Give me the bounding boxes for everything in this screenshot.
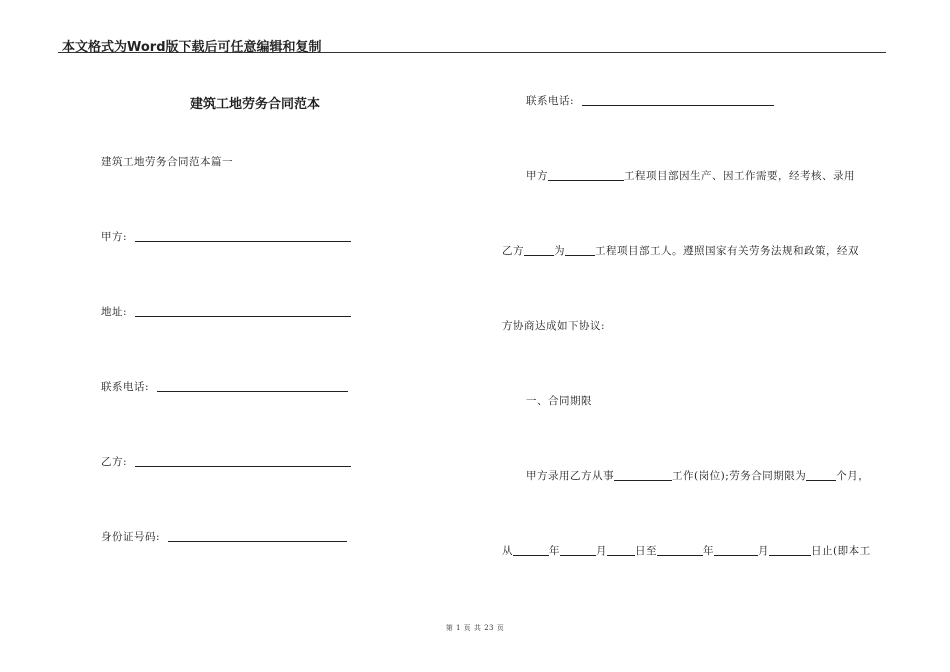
p4-text-b: 工作(岗位);劳务合同期限为 <box>672 470 807 482</box>
p5-blank-4 <box>657 545 703 556</box>
paragraph-5 <box>502 543 871 558</box>
p5-blank-2 <box>560 545 596 556</box>
p5-blank-5 <box>714 545 758 556</box>
p5-text-f: 月 <box>758 545 769 557</box>
paragraph-3: 方协商达成如下协议: <box>502 320 606 332</box>
p2-blank-2 <box>565 245 595 256</box>
p2-text-c: 工程项目部工人。遵照国家有关劳务法规和政策，经双 <box>595 245 859 257</box>
party-b-label: 乙方: <box>101 456 128 468</box>
p5-text-g: 日止(即本工 <box>811 545 871 557</box>
paragraph-1 <box>526 168 855 183</box>
address-field <box>101 304 351 319</box>
id-number-label: 身份证号码: <box>101 531 161 543</box>
right-phone-label: 联系电话: <box>526 95 575 107</box>
document-title: 建筑工地劳务合同范本 <box>190 97 321 112</box>
party-b-field <box>101 454 351 469</box>
contract-subtitle: 建筑工地劳务合同范本篇一 <box>101 156 233 168</box>
document-header: 本文格式为Word版下载后可任意编辑和复制 <box>62 40 322 55</box>
p4-text-a: 甲方录用乙方从事 <box>526 470 614 482</box>
p1-text-b: 工程项目部因生产、因工作需要，经考核、录用 <box>624 170 855 182</box>
header-divider <box>58 52 886 53</box>
phone-blank <box>157 381 348 392</box>
right-phone-field <box>526 93 774 108</box>
party-a-field <box>101 229 351 244</box>
phone-label: 联系电话: <box>101 381 150 393</box>
paragraph-4 <box>526 468 869 483</box>
phone-field <box>101 379 348 394</box>
p2-blank-1 <box>524 245 554 256</box>
p2-text-a: 乙方 <box>502 245 524 257</box>
p5-text-a: 从 <box>502 545 513 557</box>
p4-text-c: 个月， <box>836 470 870 482</box>
id-number-blank <box>168 531 347 542</box>
page-footer: 第 1 页 共 23 页 <box>445 624 505 632</box>
p5-text-d: 日至 <box>635 545 657 557</box>
address-blank <box>135 306 351 317</box>
right-phone-blank <box>582 95 774 106</box>
party-a-blank <box>135 231 351 242</box>
p4-blank-1 <box>614 470 672 481</box>
p1-text-a: 甲方 <box>526 170 548 182</box>
p5-blank-6 <box>769 545 811 556</box>
section-1-heading: 一、合同期限 <box>526 395 592 407</box>
p4-blank-2 <box>806 470 836 481</box>
p5-blank-1 <box>513 545 549 556</box>
p5-text-e: 年 <box>703 545 714 557</box>
id-number-field <box>101 529 347 544</box>
p5-text-b: 年 <box>549 545 560 557</box>
p5-blank-3 <box>607 545 635 556</box>
paragraph-2 <box>502 243 859 258</box>
party-a-label: 甲方: <box>101 231 128 243</box>
p1-blank <box>548 170 624 181</box>
address-label: 地址: <box>101 306 128 318</box>
party-b-blank <box>135 456 351 467</box>
p5-text-c: 月 <box>596 545 607 557</box>
p2-text-b: 为 <box>554 245 565 257</box>
